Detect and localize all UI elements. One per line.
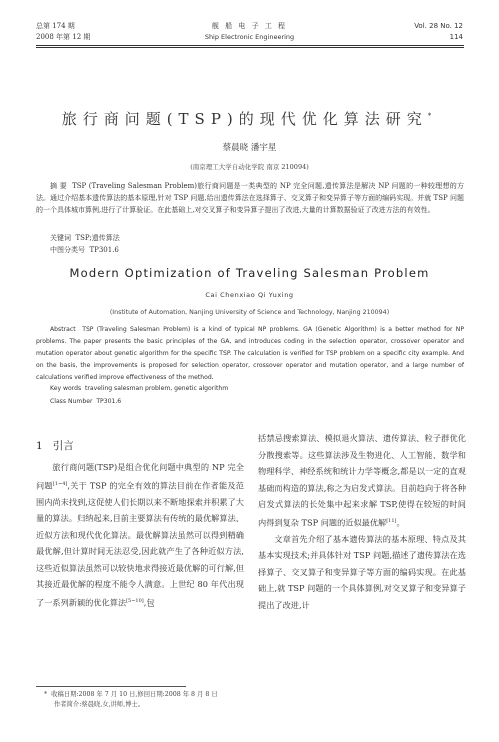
body-paragraph <box>258 430 466 531</box>
authors-en: Cai Chenxiao Qi Yuxing <box>205 291 294 299</box>
paper-title-en: Modern Optimization of Traveling Salesman Problem <box>69 266 430 280</box>
footnote-line-1 <box>44 690 218 700</box>
citation-ref: [5~10] <box>126 597 144 604</box>
citation-ref: [11] <box>386 517 397 524</box>
keywords-en-line <box>36 385 228 392</box>
title-footnote-mark: * <box>427 112 438 120</box>
header-rule <box>36 45 464 46</box>
class-number-cn-line <box>36 245 119 255</box>
authors-cn: 蔡晨晓 潘宇星 <box>222 143 277 153</box>
abstract-en <box>36 324 464 384</box>
affiliation-en: (Institute of Automation, Nanjing University of Science and Technology, Nanjing 210094) <box>109 309 390 316</box>
affiliation-cn: (南京理工大学自动化学院 南京 210094) <box>190 163 309 171</box>
abstract-cn <box>36 180 464 216</box>
footnote-marker: * <box>44 691 48 698</box>
footnote-author-bio: 作者简介:蔡晨晓,女,讲师,博士。 <box>54 701 144 708</box>
keywords-en-label: Key words <box>50 385 82 392</box>
header-rule-thin <box>36 47 464 48</box>
body-paragraph <box>36 459 244 611</box>
class-number-cn: TP301.6 <box>89 246 119 254</box>
header-journal-cn: 舰 船 电 子 工 程 <box>211 22 288 30</box>
abstract-cn-text: TSP (Traveling Salesman Problem)旅行商问题是一类典型的 NP 完全问题,遗传算法是解决 NP 问题的一种较理想的方法。通过介绍基本遗传算法的基本原理,针对 TSP 问题,给出遗传算法在选择算子、交叉算子和变异算子等方面的编码实现。并就 TSP 问题的一个具体城市算例,进行了计算验证。在此基础上,对交叉算子和变异算子提出了改进,大量的计算数据验证了改进方法的有效性。 <box>36 182 465 214</box>
footnote <box>44 690 218 710</box>
body-text: ,关于 TSP 的完全有效的算法目前在作者能及范围内尚未找到,这促使人们长期以来不断地探索并积累了大量的算法。归纳起来,目前主要算法有传统的最优解算法、近似方法和现代优化算法。最优解算法虽然可以得到精确最优解,但计算时间无法忍受,因此就产生了各种近似方法,这些近似算法虽然可以较快地求得接近最优解的可行解,但其接近最优解的程度不能令人满意。上世纪 80 年代出现了一系列新颖的优化算法 <box>36 480 244 608</box>
class-number-cn-label: 中图分类号 <box>50 246 85 254</box>
paper-title-cn-text: 旅行商问题(TSP)的现代优化算法研究 <box>61 110 428 128</box>
abstract-en-label: Abstract <box>50 326 76 333</box>
abstract-en-text: TSP (Traveling Salesman Problem) is a kind of typical NP problems. GA (Genetic Algorithm) is a better method for NP problems. The paper presents the basic principles of the GA, and introduces coding in the selection operator, crossover operator and mutation operator about genetic algorithm for the specific TSP. The calculation is verified for TSP problem on a specific city example. And on the basis, the improvements is proposed for selection operator, crossover operator and mutation operator, and a large number of calculations verified improve effectiveness of the method. <box>36 326 465 381</box>
citation-ref: [1~4] <box>52 480 68 487</box>
class-number-en-label: Class Number <box>50 398 93 405</box>
header-issue-date: 2008 年第 12 期 <box>36 33 91 41</box>
footnote-rule <box>36 686 186 687</box>
keywords-en: traveling salesman problem, genetic algorithm <box>85 385 229 392</box>
paper-title-cn <box>0 108 499 129</box>
footnote-received-date: 收稿日期:2008 年 7 月 10 日,修回日期:2008 年 8 月 8 日 <box>51 691 218 698</box>
body-text: 。 <box>396 517 405 528</box>
keywords-cn-line <box>36 233 120 243</box>
body-left-column <box>36 459 244 611</box>
body-text: ,包 <box>143 597 155 608</box>
body-right-column <box>258 430 466 613</box>
keywords-cn: TSP;遗传算法 <box>75 234 120 242</box>
body-paragraph: 文章首先介绍了基本遗传算法的基本原理、特点及其基本实现技术;并具体针对 TSP 问题,描述了遗传算法在选择算子、交叉算子和变异算子等方面的编码实现。在此基础上,就 TSP 问题的一个具体算例,对交叉算子和变异算子提出了改进,计 <box>258 533 466 610</box>
header-page-number: 114 <box>449 33 463 41</box>
header-volume: Vol. 28 No. 12 <box>414 22 463 30</box>
section-number: 1 <box>36 440 43 452</box>
section-heading <box>36 438 74 453</box>
class-number-en: TP301.6 <box>96 398 122 405</box>
header-journal-en: Ship Electronic Engineering <box>204 33 295 41</box>
body-text: 括禁忌搜索算法、模拟退火算法、遗传算法、粒子群优化分散搜索等。这些算法涉及生物进化、人工智能、数学和物理科学、神经系统和统计力学等概念,都是以一定的直观基础而构造的算法,称之为启发式算法。目前趋向于将各种启发式算法的长处集中起来求解 TSP,使得在较短的时间内得到复杂 TSP 问题的近似最优解 <box>258 433 466 528</box>
header-total-issue: 总第 174 期 <box>36 22 75 30</box>
abstract-cn-label: 摘 要 <box>50 182 68 190</box>
class-number-en-line <box>36 398 121 405</box>
body-text: 旅行商问题(TSP)是组合优化问题中典型的 NP 完全问题 <box>36 462 244 491</box>
keywords-cn-label: 关键词 <box>50 234 71 242</box>
section-title: 引言 <box>52 440 74 452</box>
